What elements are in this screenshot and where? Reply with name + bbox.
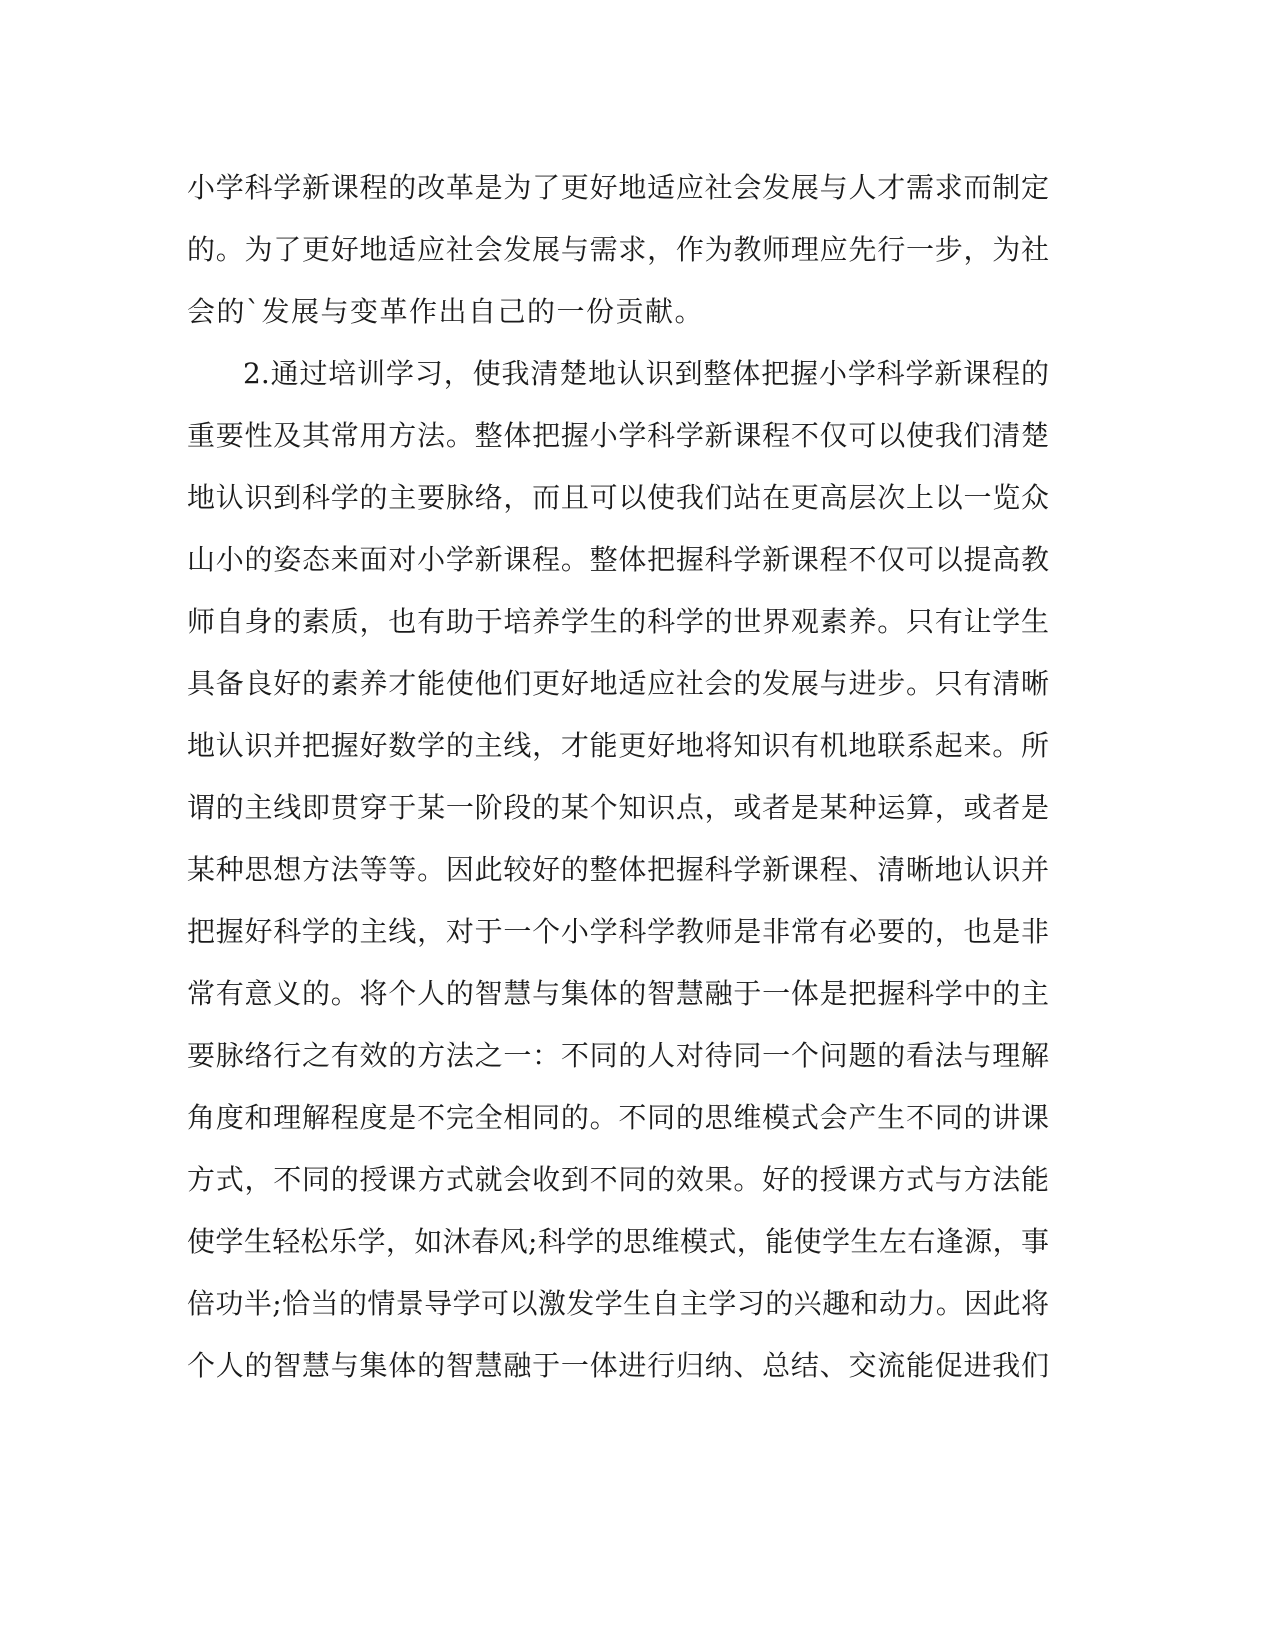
document-text-block — [187, 157, 1049, 1397]
text-line: 重要性及其常用方法。整体把握小学科学新课程不仅可以使我们清楚 — [187, 419, 1049, 452]
text-line-paragraph-start: 2.通过培训学习，使我清楚地认识到整体把握小学科学新课程的 — [243, 357, 1049, 390]
text-line: 使学生轻松乐学，如沐春风;科学的思维模式，能使学生左右逢源，事 — [187, 1225, 1049, 1258]
text-line: 师自身的素质，也有助于培养学生的科学的世界观素养。只有让学生 — [187, 605, 1049, 638]
text-line-paragraph-end: 会的`发展与变革作出自己的一份贡献。 — [187, 295, 705, 328]
text-line: 小学科学新课程的改革是为了更好地适应社会发展与人才需求而制定 — [187, 171, 1049, 204]
text-line: 地认识并把握好数学的主线，才能更好地将知识有机地联系起来。所 — [187, 729, 1049, 762]
text-line: 角度和理解程度是不完全相同的。不同的思维模式会产生不同的讲课 — [187, 1101, 1049, 1134]
text-line: 要脉络行之有效的方法之一：不同的人对待同一个问题的看法与理解 — [187, 1039, 1049, 1072]
text-line: 把握好科学的主线，对于一个小学科学教师是非常有必要的，也是非 — [187, 915, 1049, 948]
text-line: 方式，不同的授课方式就会收到不同的效果。好的授课方式与方法能 — [187, 1163, 1049, 1196]
text-line: 个人的智慧与集体的智慧融于一体进行归纳、总结、交流能促进我们 — [187, 1349, 1049, 1382]
text-line: 常有意义的。将个人的智慧与集体的智慧融于一体是把握科学中的主 — [187, 977, 1049, 1010]
text-line: 谓的主线即贯穿于某一阶段的某个知识点，或者是某种运算，或者是 — [187, 791, 1049, 824]
text-line: 的。为了更好地适应社会发展与需求，作为教师理应先行一步，为社 — [187, 233, 1049, 266]
text-line: 具备良好的素养才能使他们更好地适应社会的发展与进步。只有清晰 — [187, 667, 1049, 700]
text-line: 倍功半;恰当的情景导学可以激发学生自主学习的兴趣和动力。因此将 — [187, 1287, 1049, 1320]
text-line: 地认识到科学的主要脉络，而且可以使我们站在更高层次上以一览众 — [187, 481, 1049, 514]
text-line: 某种思想方法等等。因此较好的整体把握科学新课程、清晰地认识并 — [187, 853, 1049, 886]
text-line: 山小的姿态来面对小学新课程。整体把握科学新课程不仅可以提高教 — [187, 543, 1049, 576]
